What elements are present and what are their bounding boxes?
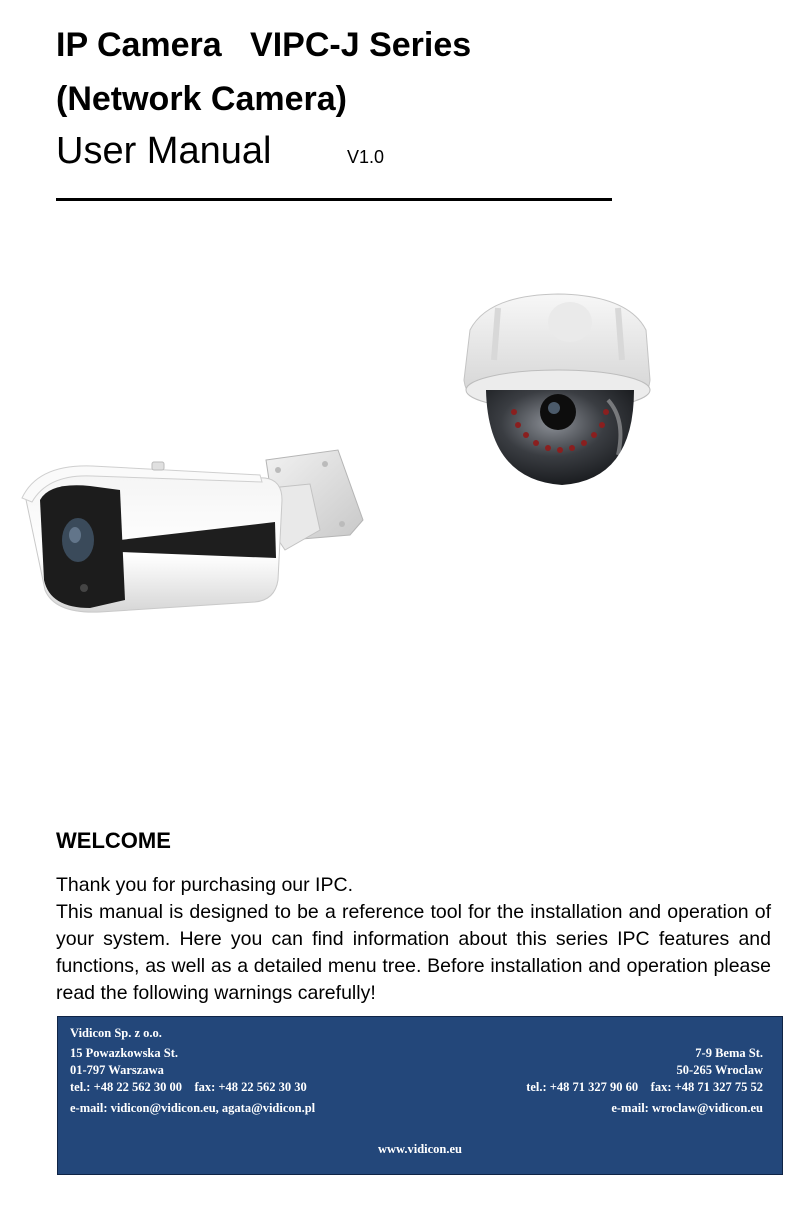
bullet-camera-image (20, 440, 365, 615)
footer-website[interactable]: www.vidicon.eu (377, 1142, 463, 1156)
footer-right-phone: tel.: +48 71 327 90 60 fax: +48 71 327 75 52 (526, 1080, 763, 1094)
subtitle: User Manual (56, 130, 272, 172)
footer-left-city: 01-797 Warszawa (70, 1063, 164, 1077)
title-rule (56, 198, 612, 201)
title-line-2: (Network Camera) (56, 80, 347, 118)
footer-left-email: e-mail: vidicon@vidicon.eu, agata@vidicon.pl (70, 1101, 316, 1115)
footer-company: Vidicon Sp. z o.o. (70, 1026, 162, 1040)
welcome-paragraph: This manual is designed to be a reference tool for the installation and operation of your system. Here you can find information about this series IPC features and functions, as well as a detailed menu tree. Before installation and operation please read the following warnings carefully! (56, 901, 771, 1004)
title-line-1: IP Camera VIPC-J Series (56, 26, 472, 64)
footer-right-street: 7-9 Bema St. (695, 1046, 763, 1060)
footer-right-email: e-mail: wroclaw@vidicon.eu (611, 1101, 763, 1115)
footer-left-phone: tel.: +48 22 562 30 00 fax: +48 22 562 30 30 (70, 1080, 307, 1094)
welcome-heading: WELCOME (56, 828, 171, 853)
footer-left-street: 15 Powazkowska St. (70, 1046, 178, 1060)
welcome-line: Thank you for purchasing our IPC. (56, 874, 353, 896)
dome-camera-image (458, 290, 656, 490)
welcome-body (56, 872, 771, 1007)
contact-footer (57, 1016, 783, 1175)
version-label: V1.0 (347, 147, 385, 167)
footer-right-city: 50-265 Wroclaw (676, 1063, 763, 1077)
